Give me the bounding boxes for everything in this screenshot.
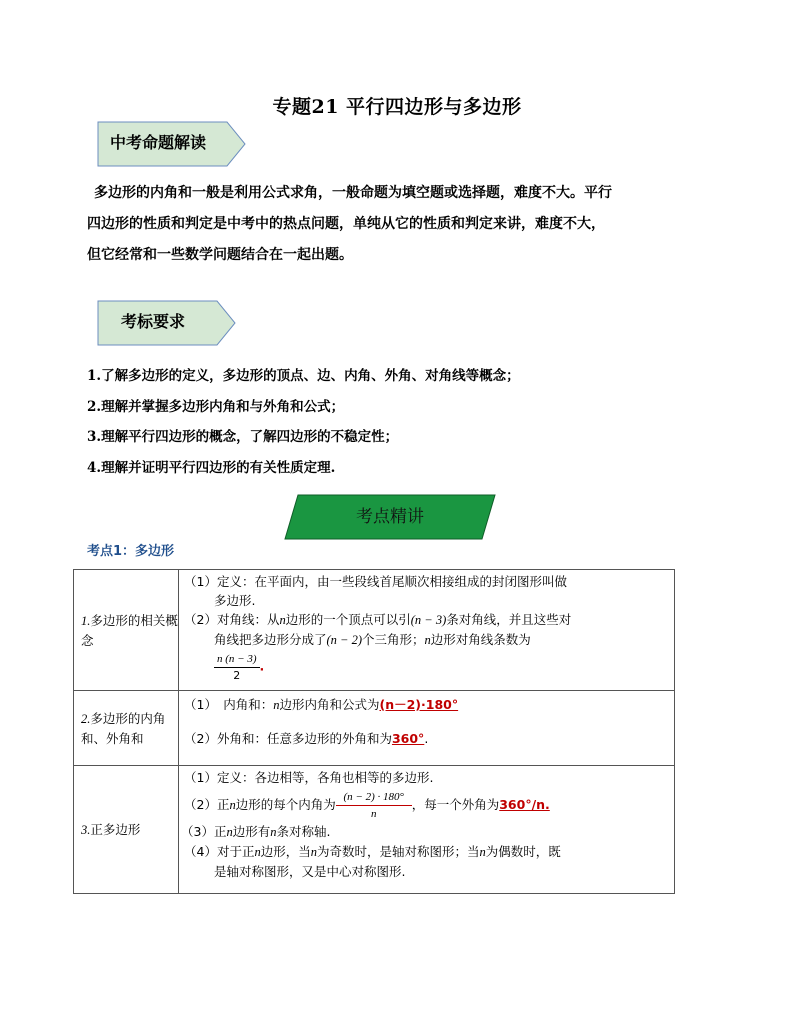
interpretation-tag — [88, 121, 248, 165]
table-row — [74, 691, 675, 766]
intro-line: 但它经常和一些数学问题结合在一起出题。 — [87, 247, 353, 263]
row-header — [74, 766, 179, 894]
regular-angle-line — [184, 789, 668, 822]
row-content — [179, 766, 675, 894]
table-row — [74, 570, 675, 691]
text: （4）对于正 — [184, 844, 255, 859]
row-content — [179, 570, 675, 691]
var-n: n — [310, 845, 317, 859]
regular-def-line: （1）定义：各边相等，各角也相等的多边形. — [184, 770, 434, 785]
row-header-text: 正多边形 — [90, 821, 141, 837]
requirement-item: 1.了解多边形的定义，多边形的顶点、边、内角、外角、对角线等概念； — [87, 368, 520, 384]
row-content — [179, 691, 675, 766]
row-header-text: 多边形的相关概念 — [81, 612, 178, 648]
text: （2）正 — [184, 797, 230, 812]
diagonal-line — [184, 630, 668, 650]
text: ，每一个外角为 — [411, 797, 500, 812]
text: 为奇数时，是轴对称图形；当 — [316, 844, 480, 859]
text: （3）正 — [181, 824, 227, 839]
symmetry-line: 是轴对称图形，又是中心对称图形. — [214, 864, 406, 879]
table-row — [74, 766, 675, 894]
exterior-angle-answer: 360°/n. — [499, 797, 550, 812]
symmetry-line — [184, 842, 668, 862]
definition-line: 多边形. — [214, 593, 256, 608]
polygon-concepts-table — [73, 569, 675, 894]
period: . — [259, 658, 265, 674]
interior-sum-line — [184, 695, 668, 715]
key-points-banner — [284, 494, 496, 540]
var-n: n — [479, 845, 486, 859]
symmetry-axis-line — [181, 822, 668, 842]
row-header-text: 多边形的内角和、外角和 — [81, 710, 166, 746]
text: 条对称轴. — [276, 824, 331, 839]
exterior-sum-line — [184, 729, 668, 748]
interior-sum-answer: (n－2)·180° — [379, 697, 459, 712]
intro-line: 四边形的性质和判定是中考中的热点问题，单纯从它的性质和判定来讲，难度不大， — [87, 216, 605, 232]
text: 边形，当 — [260, 844, 311, 859]
text: 角线把多边形分成了 — [214, 632, 327, 647]
text: 边形的一个顶点可以引 — [285, 612, 411, 627]
text: 边形的每个内角为 — [235, 797, 336, 812]
text: 为偶数时，既 — [485, 844, 561, 859]
row-header — [74, 570, 179, 691]
fraction-line — [184, 650, 668, 683]
text: 边形对角线条数为 — [430, 632, 531, 647]
interior-angle-fraction — [336, 789, 412, 822]
requirement-item: 2.理解并掌握多边形内角和与外角和公式； — [87, 399, 345, 415]
text: 边形内角和公式为 — [279, 697, 380, 712]
text: 条对角线，并且这些对 — [446, 612, 572, 627]
requirement-item: 3.理解平行四边形的概念，了解四边形的不稳定性； — [87, 429, 399, 445]
diagonal-line — [184, 610, 668, 630]
requirements-tag — [88, 300, 248, 344]
text: 边形有 — [232, 824, 271, 839]
row-header — [74, 691, 179, 766]
period: . — [424, 731, 429, 746]
requirement-item: 4.理解并证明平行四边形的有关性质定理. — [87, 460, 336, 476]
interpretation-tag-label: 中考命题解读 — [109, 133, 206, 152]
row-number: 1. — [81, 613, 91, 628]
var-n: n — [273, 698, 280, 712]
fraction-denominator: n — [370, 808, 377, 820]
row-number: 2. — [81, 711, 91, 726]
page-title: 专题21 平行四边形与多边形 — [272, 96, 522, 118]
requirements-tag-label: 考标要求 — [120, 312, 185, 331]
var-n: n — [424, 633, 431, 647]
fraction-denominator: 2 — [214, 667, 260, 683]
diagonal-count-fraction — [214, 651, 260, 683]
banner-label: 考点精讲 — [356, 507, 424, 527]
definition-line: （1）定义：在平面内，由一些段线首尾顺次相接组成的封闭图形叫做 — [184, 574, 567, 589]
text: （1） 内角和： — [184, 697, 274, 712]
text: （2）外角和：任意多边形的外角和为 — [184, 731, 392, 746]
text: （2）对角线：从 — [184, 612, 280, 627]
var-n: n — [279, 613, 286, 627]
intro-paragraph — [87, 178, 682, 271]
math-expr: (n − 3) — [410, 613, 447, 627]
row-number: 3. — [81, 822, 91, 837]
fraction-numerator: (n − 2) · 180° — [343, 791, 404, 803]
var-n: n — [229, 798, 236, 812]
var-n: n — [254, 845, 261, 859]
exterior-sum-answer: 360° — [391, 731, 425, 746]
math-expr: (n − 2) — [326, 633, 363, 647]
var-n: n — [226, 825, 233, 839]
fraction-numerator: n (n − 3) — [217, 653, 257, 665]
section-title: 考点1：多边形 — [87, 544, 175, 559]
var-n: n — [270, 825, 277, 839]
text: 个三角形； — [362, 632, 425, 647]
intro-line: 多边形的内角和一般是利用公式求角，一般命题为填空题或选择题，难度不大。平行 — [94, 185, 612, 201]
